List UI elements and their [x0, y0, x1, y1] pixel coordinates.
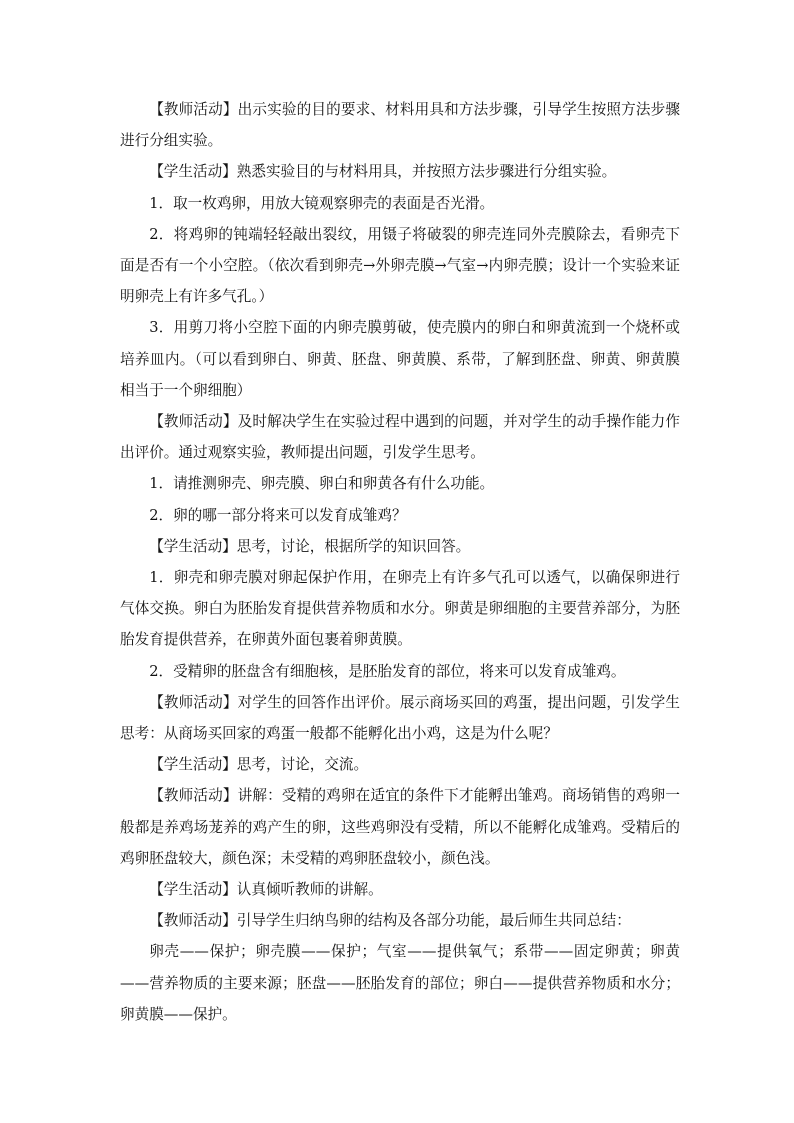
document-page	[120, 94, 680, 1030]
paragraph-teacher-activity-5: 【教师活动】引导学生归纳鸟卵的结构及各部分功能，最后师生共同总结：	[149, 912, 631, 930]
paragraph-question-2: 2．卵的哪一部分将来可以发育成雏鸡？	[149, 506, 407, 524]
paragraph-teacher-activity-4: 【教师活动】讲解：受精的鸡卵在适宜的条件下才能孵出雏鸡。商场销售的鸡卵一般都是养鸡场茏养的鸡产生的卵，这些鸡卵没有受精，所以不能孵化成雏鸡。受精后的鸡卵胚盘较大，颜色深；未受精的鸡卵胚盘较小，颜色浅。	[120, 787, 680, 867]
paragraph-answer-2: 2．受精卵的胚盘含有细胞核，是胚胎发育的部位，将来可以发育成雏鸡。	[149, 662, 626, 680]
paragraph-summary: 卵壳——保护；卵壳膜——保护；气室——提供氧气；系带——固定卵黄；卵黄——营养物质的主要来源；胚盘——胚胎发育的部位；卵白——提供营养物质和水分；卵黄膜——保护。	[120, 943, 680, 1023]
paragraph-step-3: 3．用剪刀将小空腔下面的内卵壳膜剪破，使壳膜内的卵白和卵黄流到一个烧杯或培养皿内。（可以看到卵白、卵黄、胚盘、卵黄膜、系带，了解到胚盘、卵黄、卵黄膜相当于一个卵细胞）	[120, 319, 680, 399]
paragraph-student-activity-4: 【学生活动】认真倾听教师的讲解。	[149, 881, 383, 899]
paragraph-teacher-activity-3: 【教师活动】对学生的回答作出评价。展示商场买回的鸡蛋，提出问题，引发学生思考：从商场买回家的鸡蛋一般都不能孵化出小鸡，这是为什么呢？	[120, 693, 680, 743]
paragraph-answer-1: 1．卵壳和卵壳膜对卵起保护作用，在卵壳上有许多气孔可以透气，以确保卵进行气体交换。卵白为胚胎发育提供营养物质和水分。卵黄是卵细胞的主要营养部分，为胚胎发育提供营养，在卵黄外面包裹着卵黄膜。	[120, 569, 680, 649]
paragraph-teacher-activity-1: 【教师活动】出示实验的目的要求、材料用具和方法步骤，引导学生按照方法步骤进行分组实验。	[120, 101, 680, 150]
paragraph-student-activity-1: 【学生活动】熟悉实验目的与材料用具，并按照方法步骤进行分组实验。	[149, 163, 617, 181]
paragraph-student-activity-3: 【学生活动】思考，讨论，交流。	[149, 756, 369, 774]
paragraph-step-1: 1．取一枚鸡卵，用放大镜观察卵壳的表面是否光滑。	[149, 194, 495, 212]
paragraph-question-1: 1．请推测卵壳、卵壳膜、卵白和卵黄各有什么功能。	[149, 475, 495, 493]
paragraph-teacher-activity-2: 【教师活动】及时解决学生在实验过程中遇到的问题，并对学生的动手操作能力作出评价。通过观察实验，教师提出问题，引发学生思考。	[120, 413, 680, 462]
paragraph-student-activity-2: 【学生活动】思考，讨论，根据所学的知识回答。	[149, 537, 471, 555]
paragraph-step-2: 2．将鸡卵的钝端轻轻敲出裂纹，用镊子将破裂的卵壳连同外壳膜除去，看卵壳下面是否有一个小空腔。（依次看到卵壳→外卵壳膜→气室→内卵壳膜；设计一个实验来证明卵壳上有许多气孔。）	[120, 225, 680, 306]
